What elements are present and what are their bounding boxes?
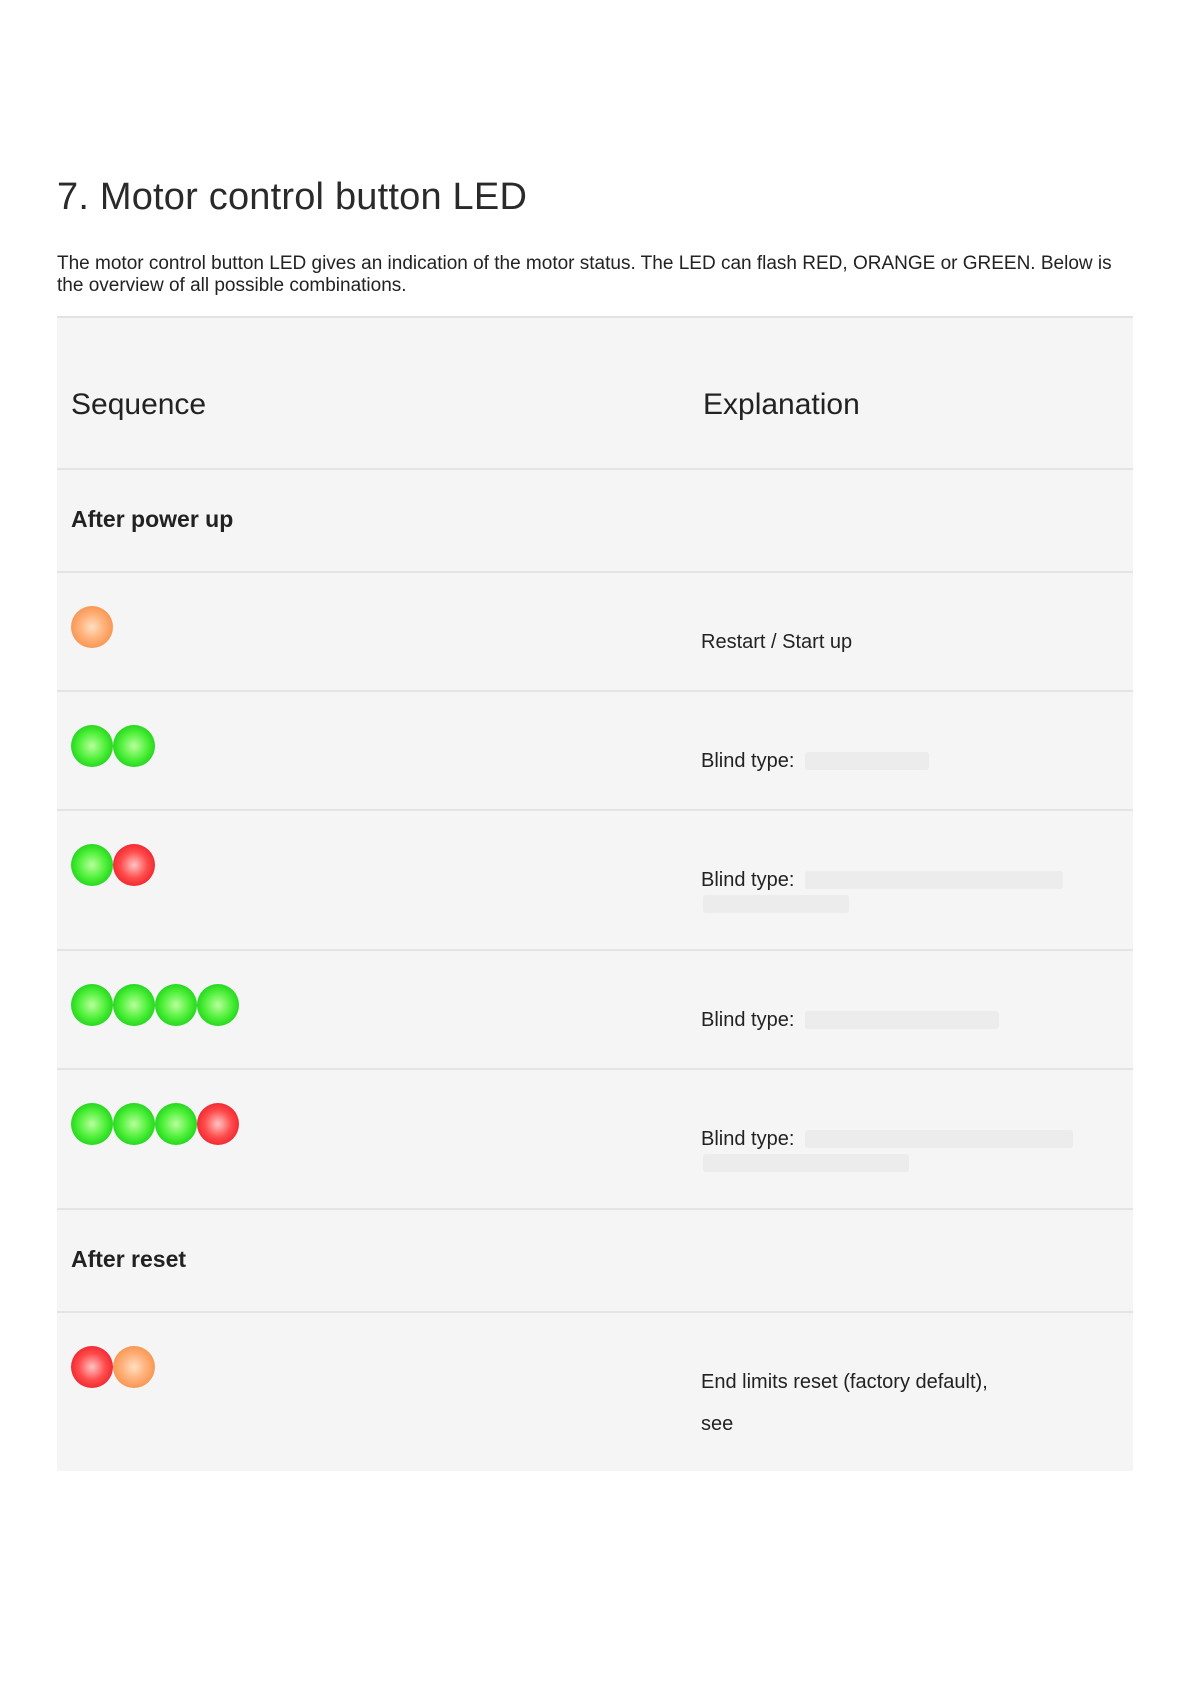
table-header-row [57,318,1133,470]
led-sequence [71,1346,155,1388]
section-label: After power up [71,506,234,532]
table-row [57,573,1133,692]
explanation-text: Blind type: [701,1009,795,1031]
red-led-icon [113,844,155,886]
red-led-icon [71,1346,113,1388]
explanation-text: End limits reset (factory default), [701,1371,988,1393]
led-sequence [71,1103,239,1145]
explanation-text: Restart / Start up [701,631,853,653]
explanation-text: Blind type: [701,1128,795,1150]
explanation-header: Explanation [703,388,860,421]
led-sequence [71,984,239,1026]
green-led-icon [155,1103,197,1145]
table-row [57,1070,1133,1210]
led-sequence [71,844,155,886]
redacted-text [805,1011,999,1029]
intro-text: The motor control button LED gives an indication of the motor status. The LED can flash RED, ORANGE or GREEN. Below is the overview of all possible combinations. [57,253,1112,296]
green-led-icon [71,1103,113,1145]
table-row [57,692,1133,811]
led-table [57,316,1133,1471]
redacted-text [703,1154,909,1172]
green-led-icon [113,984,155,1026]
orange-led-icon [71,606,113,648]
green-led-icon [113,725,155,767]
section-label: After reset [71,1246,187,1272]
green-led-icon [197,984,239,1026]
green-led-icon [113,1103,155,1145]
green-led-icon [71,984,113,1026]
orange-led-icon [113,1346,155,1388]
table-row [57,951,1133,1070]
redacted-text [805,1130,1073,1148]
section-title: 7. Motor control button LED [57,176,528,218]
red-led-icon [197,1103,239,1145]
green-led-icon [155,984,197,1026]
led-sequence [71,725,155,767]
section-row-after-reset [57,1210,1133,1313]
explanation-text: Blind type: [701,869,795,891]
green-led-icon [71,844,113,886]
explanation-text: Blind type: [701,750,795,772]
led-sequence [71,606,113,648]
green-led-icon [71,725,113,767]
table-row [57,811,1133,951]
section-row-after-power-up [57,470,1133,573]
table-row [57,1313,1133,1471]
explanation-text-line2: see [701,1413,734,1435]
redacted-text [805,871,1063,889]
redacted-text [703,895,849,913]
redacted-text [805,752,929,770]
sequence-header: Sequence [71,388,207,421]
